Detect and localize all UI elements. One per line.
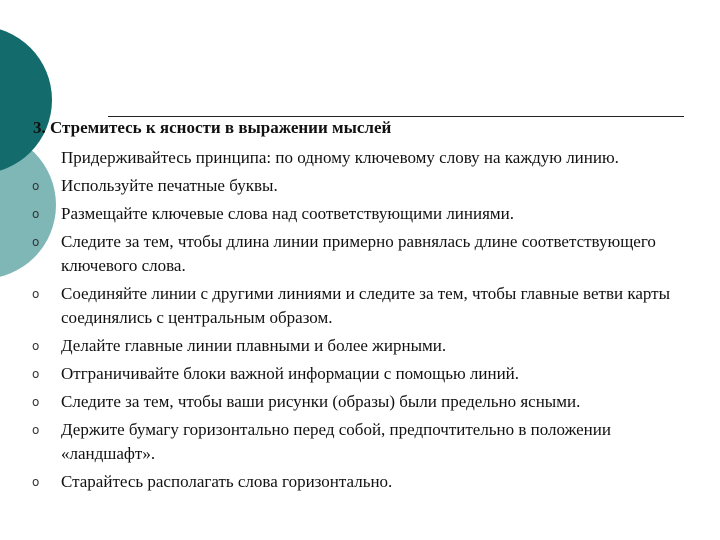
list-item-text: Соединяйте линии с другими линиями и следите за тем, чтобы главные ветви карты соединялись с центральным образом. (61, 284, 670, 327)
list-item-text: Размещайте ключевые слова над соответствующими линиями. (61, 204, 515, 223)
bullet-marker-icon: o (32, 475, 40, 489)
bullet-marker-icon: o (32, 339, 40, 353)
bullet-marker-icon: o (32, 207, 40, 221)
bullet-list (30, 146, 700, 498)
bullet-marker-icon: o (32, 179, 40, 193)
list-item-text: Придерживайтесь принципа: по одному ключевому слову на каждую линию. (61, 148, 619, 167)
list-item (30, 202, 700, 226)
list-item-text: Держите бумагу горизонтально перед собой, предпочтительно в положении «ландшафт». (61, 420, 611, 463)
list-item (30, 146, 700, 170)
list-item (30, 390, 700, 414)
bullet-marker-icon: o (32, 423, 40, 437)
bullet-marker-icon: o (32, 395, 40, 409)
bullet-marker-icon: o (32, 235, 40, 249)
list-item (30, 282, 700, 330)
bullet-marker-icon: o (32, 367, 40, 381)
list-item-text: Отграничивайте блоки важной информации с помощью линий. (61, 364, 520, 383)
list-item-text: Используйте печатные буквы. (61, 176, 278, 195)
list-item-text: Старайтесь располагать слова горизонтально. (61, 472, 393, 491)
list-item (30, 230, 700, 278)
bullet-marker-icon: o (32, 287, 40, 301)
list-item (30, 174, 700, 198)
list-item (30, 362, 700, 386)
title-underline (108, 116, 684, 117)
list-item (30, 418, 700, 466)
list-item-text: Следите за тем, чтобы ваши рисунки (образы) были предельно ясными. (61, 392, 581, 411)
list-item (30, 334, 700, 358)
list-item (30, 470, 700, 494)
list-item-text: Делайте главные линии плавными и более жирными. (61, 336, 447, 355)
list-item-text: Следите за тем, чтобы длина линии примерно равнялась длине соответствующего ключевого слова. (61, 232, 656, 275)
slide-title: 3. Стремитесь к ясности в выражении мыслей (33, 118, 392, 137)
